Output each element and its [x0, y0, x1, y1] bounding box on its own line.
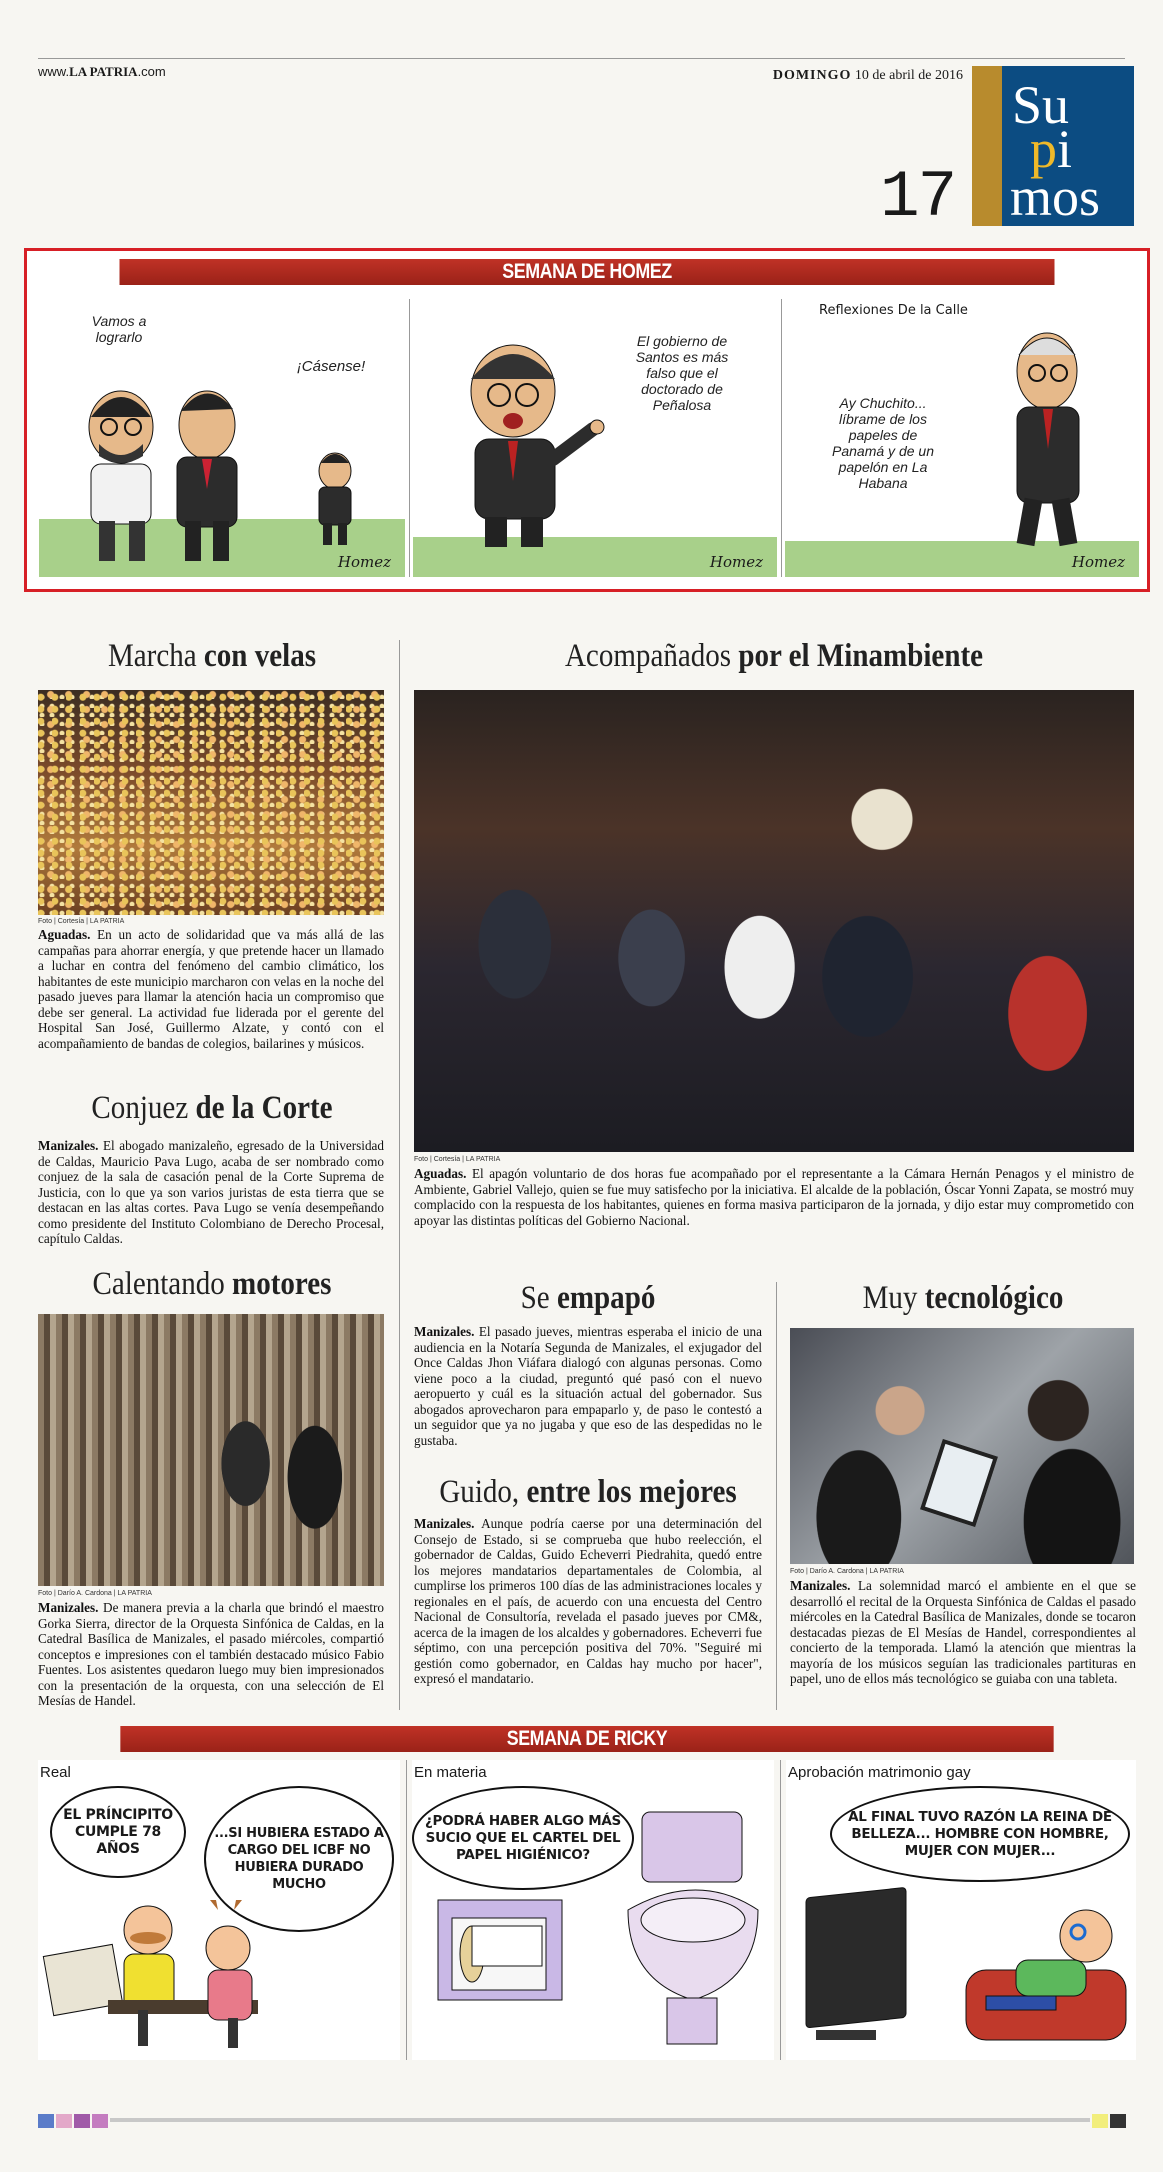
bubble-icbf: ...SI HUBIERA ESTADO A CARGO DEL ICBF NO HUBIERA DURADO MUCHO [204, 1786, 394, 1932]
bubble-papel: ¿PODRÁ HABER ALGO MÁS SUCIO QUE EL CARTEL DEL PAPEL HIGIÉNICO? [412, 1786, 634, 1890]
story-text: En un acto de solidaridad que va más allá de las campañas para ahorrar energía, y que pretende hacer un llamado a luchar en contra del fenómeno del cambio climático, los habitantes de este municipio marcharon con velas en la noche del pasado jueves para llamar la atención hacia un compromiso que debe ser general. La actividad fue liderada por el gerente del Hospital San José, Guillermo Alzate, y contó con el acompañamiento de bandas de colegios, bailarines y músicos. [38, 927, 384, 1051]
logo-line-3: mos [1010, 167, 1101, 227]
headline-light: Calentando [92, 1266, 233, 1302]
speech-chuchito: Ay Chuchito... líbrame de los papeles de Panamá y de un papelón en La Habana [832, 395, 934, 491]
headline-guido [435, 1474, 741, 1511]
column-rule [399, 640, 400, 1710]
signature: Homez [709, 553, 763, 571]
headline-light: Acompañados [564, 638, 739, 674]
bubble-principito: EL PRÍNCIPITO CUMPLE 78 AÑOS [50, 1786, 186, 1878]
ricky-objects-2 [412, 1760, 774, 2060]
color-swatch [38, 2114, 54, 2128]
headline-bold: con velas [203, 638, 317, 674]
panel-title: En materia [414, 1764, 487, 1781]
site-prefix: www. [38, 64, 70, 79]
headline-tecnologico [811, 1280, 1115, 1317]
story-tecnologico [790, 1578, 1136, 1687]
color-swatch [1092, 2114, 1108, 2128]
color-swatch [1110, 2114, 1126, 2128]
homez-comic-strip [24, 248, 1150, 592]
panel-title: Real [40, 1764, 71, 1781]
headline-velas [59, 638, 365, 675]
photo-motores [38, 1314, 384, 1586]
signature: Homez [337, 553, 391, 571]
panel-divider [409, 299, 410, 577]
ricky-panel-2 [412, 1760, 774, 2060]
headline-bold: entre los mejores [526, 1474, 737, 1510]
logo-letter-p: p [1030, 119, 1057, 179]
photo-velas [38, 690, 384, 915]
story-lead: Manizales. [414, 1516, 475, 1531]
headline-light: Se [520, 1280, 557, 1316]
homez-panel-3 [785, 299, 1139, 577]
story-lead: Manizales. [38, 1138, 99, 1153]
logo-letter-i: i [1057, 119, 1073, 179]
panel-divider [781, 299, 782, 577]
headline-light: Conjuez [91, 1090, 196, 1126]
story-text: El apagón voluntario de dos horas fue acompañado por el representante a la Cámara Hernán Penagos y el ministro de Ambiente, Gabriel Vallejo, quien se fue muy satisfecho por la iniciativa. El alcalde de la población, Óscar Yonni Zapata, se mostró muy complacido con la respuesta de los habitantes, quienes en forma masiva participaron de la jornada, y dijo estar muy comprometido con apoyar las distintas políticas del Gobierno Nacional. [414, 1166, 1134, 1228]
ricky-panel-3 [786, 1760, 1136, 2060]
photo-credit: Foto | Cortesía | LA PATRIA [414, 1156, 501, 1163]
dateline [773, 68, 963, 84]
story-guido [414, 1516, 762, 1687]
speech-vamos: Vamos a lograrlo [91, 313, 147, 345]
headline-bold: empapó [556, 1280, 656, 1316]
tablet-device [920, 1439, 998, 1527]
headline-bold: por el Minambiente [738, 638, 984, 674]
color-swatch [92, 2114, 108, 2128]
panel-caption: Reflexiones De la Calle [819, 303, 968, 318]
headline-light: Marcha [107, 638, 204, 674]
homez-figures-1 [39, 299, 405, 577]
bubble-reina: AL FINAL TUVO RAZÓN LA REINA DE BELLEZA... HOMBRE CON HOMBRE, MUJER CON MUJER... [830, 1786, 1130, 1882]
homez-panel-2 [413, 299, 777, 577]
story-lead: Manizales. [38, 1600, 99, 1615]
story-conjuez [38, 1138, 384, 1247]
story-text: De manera previa a la charla que brindó el maestro Gorka Sierra, director de la Orquesta Sinfónica de Caldas, en la Catedral Basílica de Manizales, el pasado miércoles, compartió conceptos e impresiones con el también destacado músico Fabio Fuentes. Los asistentes quedaron luego muy bien impresionados con la presentación de la orquesta, con una selección de El Mesías de Handel. [38, 1600, 384, 1708]
story-motores [38, 1600, 384, 1709]
story-minambiente [414, 1166, 1134, 1228]
story-lead: Aguadas. [414, 1166, 467, 1181]
panel-divider [780, 1760, 781, 2060]
story-text: El pasado jueves, mientras esperaba el inicio de una audiencia en la Notaría Segunda de Manizales, el exjugador del Once Caldas Jhon Viáfara dialogó con algunas personas. Como viene poco a la ciudad, preguntó qué pasó con el nuevo aeropuerto y cuál es la situación actual del gobernador. Sus abogados aprovecharon para empaparlo y, de paso le contestó a un seguidor que ya no jugaba y que eso de las despedidas no le gustaba. [414, 1324, 762, 1448]
photo-credit: Foto | Darío A. Cardona | LA PATRIA [790, 1568, 904, 1575]
headline-bold: motores [232, 1266, 332, 1302]
section-logo-strip [972, 66, 1002, 226]
story-velas [38, 927, 384, 1051]
ricky-banner: SEMANA DE RICKY [120, 1726, 1053, 1752]
homez-figures-2 [413, 299, 777, 577]
story-lead: Aguadas. [38, 927, 91, 942]
speech-gobierno: El gobierno de Santos es más falso que el doctorado de Peñalosa [635, 333, 729, 413]
photo-credit: Foto | Cortesía | LA PATRIA [38, 918, 125, 925]
date: 10 de abril de 2016 [854, 68, 963, 83]
weekday: DOMINGO [772, 68, 852, 83]
ricky-panel-1 [38, 1760, 400, 2060]
story-text: Aunque podría caerse por una determinación del Consejo de Estado, si se comprueba que hubo reelección, el gobernador de Caldas, Guido Echeverri Piedrahita, quedó entre los mejores mandatarios departamentales de Colombia, al cumplirse los primeros 100 días de las administraciones locales y regionales en el país, de acuerdo con una encuesta del Centro Nacional de Consultoría, revelada el pasado jueves por CM&, acerca de la imagen de los alcaldes y gobernadores. Echeverri fue séptimo, con una percepción positiva del 70%. "Seguiré mi gestión como gobernador, en Caldas hay mucho por hacer", expresó el mandatario. [414, 1516, 762, 1686]
speech-casense: ¡Cásense! [296, 358, 366, 375]
headline-empapo [435, 1280, 741, 1317]
headline-light: Guido, [439, 1474, 527, 1510]
homez-figures-3 [785, 299, 1139, 577]
photo-tecnologico [790, 1328, 1134, 1564]
registration-bar [110, 2118, 1090, 2122]
headline-light: Muy [862, 1280, 925, 1316]
ricky-comic-strip [38, 1726, 1136, 2066]
panel-title: Aprobación matrimonio gay [788, 1764, 971, 1781]
homez-banner: SEMANA DE HOMEZ [120, 259, 1055, 285]
photo-minambiente [414, 690, 1134, 1152]
page-number: 17 [880, 160, 956, 235]
panel-divider [406, 1760, 407, 2060]
ricky-figures-3 [786, 1760, 1136, 2060]
headline-motores [59, 1266, 365, 1303]
site-name: LA PATRIA [69, 64, 138, 79]
color-swatch [74, 2114, 90, 2128]
logo-line-1: Su [1012, 75, 1070, 135]
column-rule [776, 1282, 777, 1710]
story-lead: Manizales. [414, 1324, 475, 1339]
story-text: El abogado manizaleño, egresado de la Universidad de Caldas, Mauricio Pava Lugo, acaba de ser nombrado como conjuez de la sala de casación penal de la Corte Suprema de Justicia, con lo que ya son varios juristas de esta tierra que se destacan en las altas cortes. Pava Lugo se venía desempeñando como presidente del Instituto Colombiano de Derecho Procesal, capítulo Caldas. [38, 1138, 384, 1246]
story-text: La solemnidad marcó el ambiente en el que se desarrolló el recital de la Orquesta Sinfónica de Caldas el pasado miércoles en la Catedral Basílica de Manizales, donde se tocaron destacadas piezas de El Mesías de Handel, correspondientes al concierto de la temporada. Llamó la atención que mientras la mayoría de los músicos seguían las tradicionales partituras en papel, uno de ellos más tecnológico se guiaba con una tableta. [790, 1578, 1136, 1686]
headline-conjuez [59, 1090, 365, 1127]
masthead-rule [38, 58, 1125, 59]
color-swatch [56, 2114, 72, 2128]
story-empapo [414, 1324, 762, 1448]
story-lead: Manizales. [790, 1578, 851, 1593]
section-logo [1002, 66, 1134, 226]
site-suffix: .com [137, 64, 166, 79]
headline-bold: de la Corte [195, 1090, 333, 1126]
site-url[interactable] [38, 64, 166, 80]
homez-panel-1 [39, 299, 405, 577]
signature: Homez [1071, 553, 1125, 571]
headline-bold: tecnológico [924, 1280, 1064, 1316]
headline-minambiente [457, 638, 1091, 675]
ricky-figures-1 [38, 1760, 400, 2060]
photo-credit: Foto | Darío A. Cardona | LA PATRIA [38, 1590, 152, 1597]
